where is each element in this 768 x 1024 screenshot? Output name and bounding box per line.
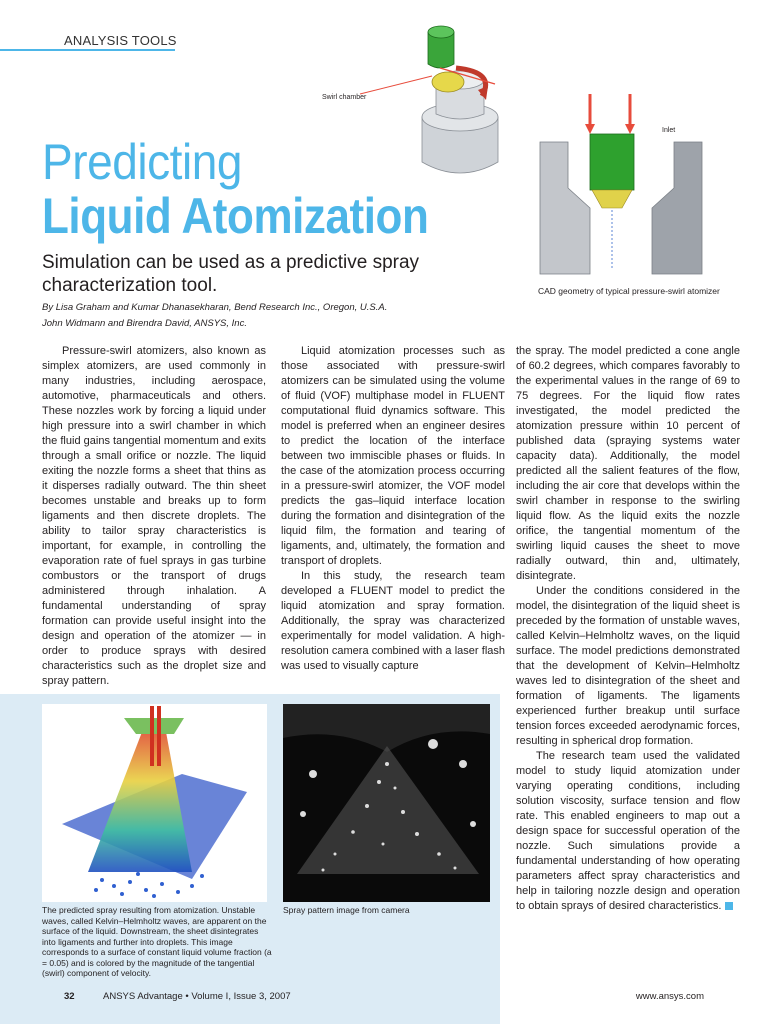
- text-column-2: [281, 344, 505, 674]
- section-label: ANALYSIS TOOLS: [64, 33, 177, 48]
- paragraph: Under the conditions considered in the model, the disintegration of the liquid sheet is preceded by the formation of unstable waves, called Kelvin–Helmholtz waves, on the liquid surface. The model predictions demonstrated that the development of Kelvin–Helmholtz waves led to disintegration of the sheet and formation of ligaments. The ligaments experienced further breakup until surface tension forces exceeded aerodynamic forces, resulting in spherical drop formation.: [516, 585, 740, 747]
- nozzle-body-3d: [360, 26, 498, 173]
- cad-label-inlet: Inlet: [662, 127, 676, 134]
- figure-caption-simulation: The predicted spray resulting from atomization. Unstable waves, called Kelvin–Helmholtz waves, are apparent on the surface of the liquid. Downstream, the sheet disintegrates into ligaments and further into droplets. This image corresponds to a surface of constant liquid volume fraction (a = 0.05) and is colored by the magnitude of the tangential (swirl) component of velocity.: [42, 905, 272, 978]
- byline-line1: By Lisa Graham and Kumar Dhanasekharan, Bend Research Inc., Oregon, U.S.A.: [42, 302, 388, 313]
- paragraph: the spray. The model predicted a cone angle of 60.2 degrees, which compares favorably to the experimental values in the range of 69 to 75 degrees. For the liquid flow rates investigated, the model predicted the atomization pressure within 10 percent of published data (spraying systems water capacity data). Additionally, the model predicted all the salient features of the flow, including the air core that develops within the swirl chamber in response to the swirling liquid flow. As the liquid exits the nozzle orifice, the tangential momentum of the swirling liquid causes the sheet to move radially outward, thin and, ultimately, disintegrate.: [516, 345, 740, 582]
- article-subtitle: Simulation can be used as a predictive spray characterization tool.: [42, 252, 420, 296]
- website-link[interactable]: www.ansys.com: [635, 991, 704, 1002]
- article-byline: [42, 300, 462, 332]
- paragraph: Pressure-swirl atomizers, also known as simplex atomizers, are used commonly in many industries, including aerospace, automotive, pharmaceuticals and others. These nozzles work by forcing a liquid under high pressure into a swirl chamber in which the fluid gains tangential momentum and exits through a small orifice or nozzle. The liquid exiting the nozzle forms a sheet that thins as it disperses radially outward. The thin sheet becomes unstable and breaks up to form ligaments and then discrete droplets. The ability to tailor spray characteristics is important, for example, in controlling the evaporation rate of fuel sprays in gas turbine combustors or the transport of drugs administered through inhalation. A fundamental understanding of spray formation can provide useful insight into the design and operation of the atomizer — in order to produce sprays with desired characteristics such as the droplet size and spray pattern.: [42, 345, 266, 687]
- figure-caption-photo: Spray pattern image from camera: [283, 905, 410, 915]
- section-rule: [0, 49, 175, 51]
- paragraph: [516, 749, 740, 914]
- paragraph: In this study, the research team developed a FLUENT model to predict the liquid atomization and spray formation. Additionally, the spray was characterized experimentally for model validation. A high-resolution camera combined with a laser flash was used to visually capture: [281, 570, 505, 672]
- journal-info: ANSYS Advantage • Volume I, Issue 3, 2007: [103, 991, 291, 1002]
- paragraph: Liquid atomization processes such as those associated with pressure-swirl atomizers can be simulated using the volume of fluid (VOF) multiphase model in FLUENT computational fluid dynamics software. This model is preferred when an engineer desires to predict the location of the interface between two immiscible phases or fluids. In the case of the atomization process occurring in a pressure-swirl atomizer, the VOF model predicts the gas–liquid interface location during the formation and disintegration of the liquid film, the formation and tearing of ligaments, and, ultimately, the formation and transport of droplets.: [281, 345, 505, 567]
- article-title-line2: Liquid Atomization: [42, 188, 429, 244]
- byline-line2: John Widmann and Birendra David, ANSYS, Inc.: [42, 318, 247, 329]
- spray-camera-photo: [283, 704, 490, 902]
- cad-label-swirl-chamber: Swirl chamber: [322, 94, 367, 101]
- text-column-1: [42, 344, 266, 689]
- cad-caption: CAD geometry of typical pressure-swirl atomizer: [538, 286, 720, 296]
- end-mark-icon: [725, 902, 733, 910]
- page-number: 32: [64, 991, 75, 1002]
- cross-section-view: [540, 94, 702, 274]
- spray-simulation-figure: [42, 704, 267, 902]
- text-column-3: [516, 344, 740, 914]
- paragraph-text: The research team used the validated model to study liquid atomization under varying operating conditions, including solution viscosity, surface tension and flow rate. This enabled engineers to map out a design space for successful operation of the nozzle. Such simulations provide a fundamental understanding of how operating parameters affect spray characteristics and help in tailoring nozzle design and operation to obtain sprays of desired characteristics.: [516, 750, 740, 912]
- article-title-line1: Predicting: [42, 134, 242, 190]
